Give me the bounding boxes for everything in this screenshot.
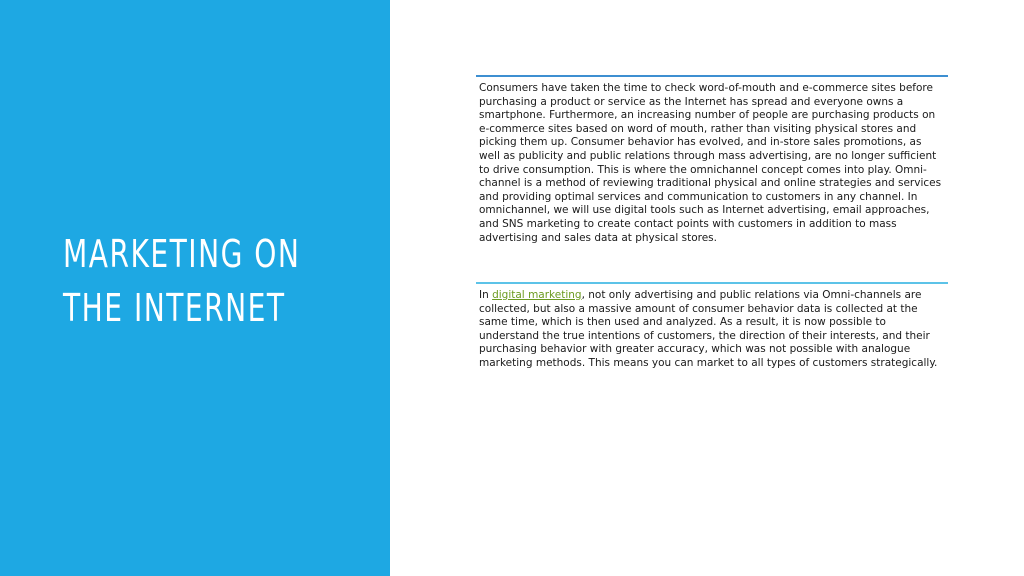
- text-block-omnichannel: [476, 75, 948, 245]
- paragraph-prefix: In: [479, 289, 493, 301]
- title-panel: [0, 0, 390, 576]
- paragraph-digital-marketing: , not only advertising and public relations via Omni-channels are collected, but also a massive amount of consumer behavior data is collected at the same time, which is then used and analyzed. As a result, it is now possible to understand the true intentions of customers, the direction of their interests, and their purchasing behavior with greater accuracy, which was not possible with analogue marketing methods. This means you can market to all types of customers strategically.: [479, 289, 938, 369]
- digital-marketing-link[interactable]: digital marketing: [492, 289, 582, 301]
- slide-title-line-1: MARKETING ON: [63, 232, 301, 276]
- paragraph-omnichannel: Consumers have taken the time to check word-of-mouth and e-commerce sites before purchasing a product or service as the Internet has spread and everyone owns a smartphone. Furthermore, an increasing number of people are purchasing products on e-commerce sites based on word of mouth, rather than visiting physical stores and picking them up. Consumer behavior has evolved, and in-store sales promotions, as well as publicity and public relations through mass advertising, are no longer sufficient to drive consumption. This is where the omnichannel concept comes into play. Omni-channel is a method of reviewing traditional physical and online strategies and services and providing optimal services and communication to customers in any channel. In omnichannel, we will use digital tools such as Internet advertising, email approaches, and SNS marketing to create contact points with customers in addition to mass advertising and sales data at physical stores.: [479, 82, 942, 244]
- slide-title-line-2: THE INTERNET: [63, 286, 286, 330]
- text-block-digital-marketing: [476, 282, 948, 371]
- slide-title: [63, 227, 300, 335]
